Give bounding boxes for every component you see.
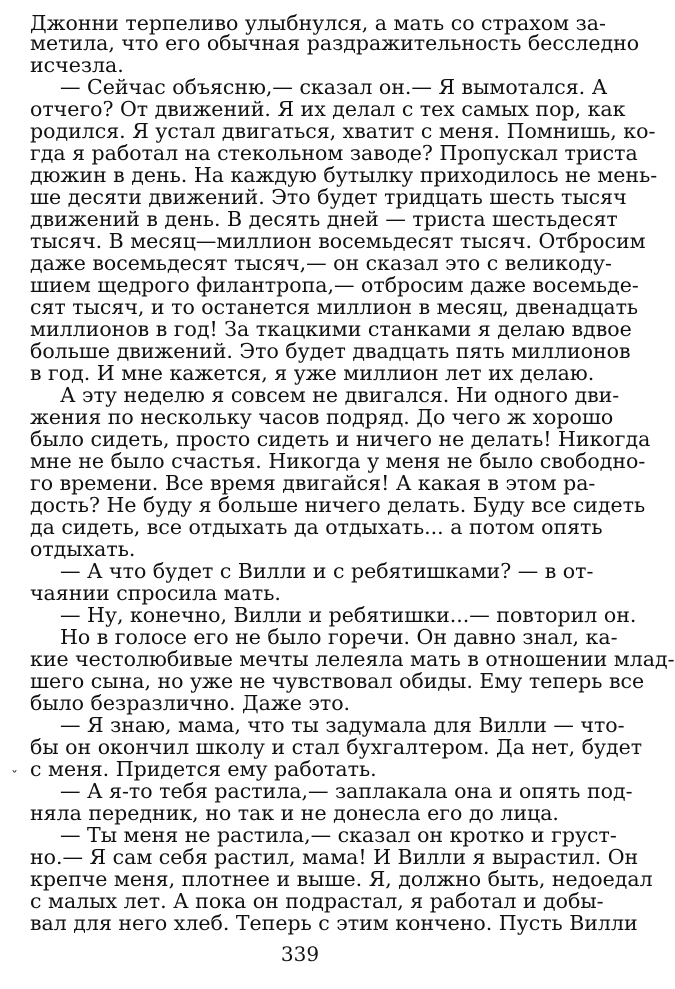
- text-line: миллионов в год! За ткацкими станками я делаю вдвое: [30, 317, 632, 341]
- text-line: няла передник, но так и не донесла его до лица.: [30, 801, 559, 825]
- text-line: — Я знаю, мама, что ты задумала для Вилли — что-: [60, 713, 625, 737]
- text-line: жения по нескольку часов подряд. До чего ж хорошо: [30, 405, 614, 429]
- text-line: бы он окончил школу и стал бухгалтером. Да нет, будет: [30, 735, 643, 759]
- text-line: было сидеть, просто сидеть и ничего не делать! Никогда: [30, 427, 651, 451]
- text-line: да сидеть, все отдыхать да отдыхать... а потом опять: [30, 515, 603, 539]
- text-line: — Сейчас объясню,— сказал он.— Я вымотался. А: [60, 75, 608, 99]
- text-line: — А что будет с Вилли и с ребятишками? — в от-: [60, 559, 594, 583]
- text-line: шего сына, но уже не чувствовал обиды. Ему теперь все: [30, 669, 645, 693]
- text-line: — Ты меня не растила,— сказал он кротко и груст-: [60, 823, 617, 847]
- text-line: крепче меня, плотнее и выше. Я, должно быть, недоедал: [30, 867, 653, 891]
- text-line: мне не было счастья. Никогда у меня не было свободно-: [30, 449, 646, 473]
- text-line: тысяч. В месяц—миллион восемьдесят тысяч. Отбросим: [30, 229, 646, 253]
- text-line: ше десяти движений. Это будет тридцать шесть тысяч: [30, 185, 627, 209]
- text-line: — Ну, конечно, Вилли и ребятишки...— повторил он.: [60, 603, 637, 627]
- text-line: движений в день. В десять дней — триста шестьдесят: [30, 207, 618, 231]
- text-line: с меня. Придется ему работать.: [30, 757, 377, 781]
- text-line: кие честолюбивые мечты лелеяла мать в отношении млад-: [30, 647, 675, 671]
- text-line: — А я-то тебя растила,— заплакала она и опять под-: [60, 779, 633, 803]
- margin-mark: ˇ: [11, 769, 18, 785]
- text-line: А эту неделю я совсем не двигался. Ни одного дви-: [60, 383, 620, 407]
- text-line: больше движений. Это будет двадцать пять миллионов: [30, 339, 631, 363]
- text-line: дюжин в день. На каждую бутылку приходилось не мень-: [30, 163, 658, 187]
- text-line: вал для него хлеб. Теперь с этим кончено. Пусть Вилли: [30, 911, 638, 935]
- text-line: исчезла.: [30, 53, 124, 77]
- text-line: но.— Я сам себя растил, мама! И Вилли я вырастил. Он: [30, 845, 639, 869]
- text-line: дость? Не буду я больше ничего делать. Буду все сидеть: [30, 493, 646, 517]
- text-line: гда я работал на стекольном заводе? Пропускал триста: [30, 141, 638, 165]
- text-line: родился. Я устал двигаться, хватит с меня. Помнишь, ко-: [30, 119, 656, 143]
- text-line: отчего? От движений. Я их делал с тех самых пор, как: [30, 97, 626, 121]
- text-line: Джонни терпеливо улыбнулся, а мать со страхом за-: [30, 11, 606, 35]
- text-line: шием щедрого филантропа,— отбросим даже восемьде-: [30, 273, 639, 297]
- page-number: 339: [280, 942, 320, 966]
- text-line: метила, что его обычная раздражительность бесследно: [30, 31, 640, 55]
- text-line: Но в голосе его не было горечи. Он давно знал, ка-: [60, 625, 618, 649]
- text-line: чаянии спросила мать.: [30, 581, 281, 605]
- text-line: с малых лет. А пока он подрастал, я работал и добы-: [30, 889, 604, 913]
- text-line: отдыхать.: [30, 537, 136, 561]
- text-line: го времени. Все время двигайся! А какая в этом ра-: [30, 471, 596, 495]
- text-line: даже восемьдесят тысяч,— он сказал это с великоду-: [30, 251, 612, 275]
- text-line: в год. И мне кажется, я уже миллион лет их делаю.: [30, 361, 595, 385]
- text-line: было безразлично. Даже это.: [30, 691, 351, 715]
- text-line: сят тысяч, и то останется миллион в месяц, двенадцать: [30, 295, 639, 319]
